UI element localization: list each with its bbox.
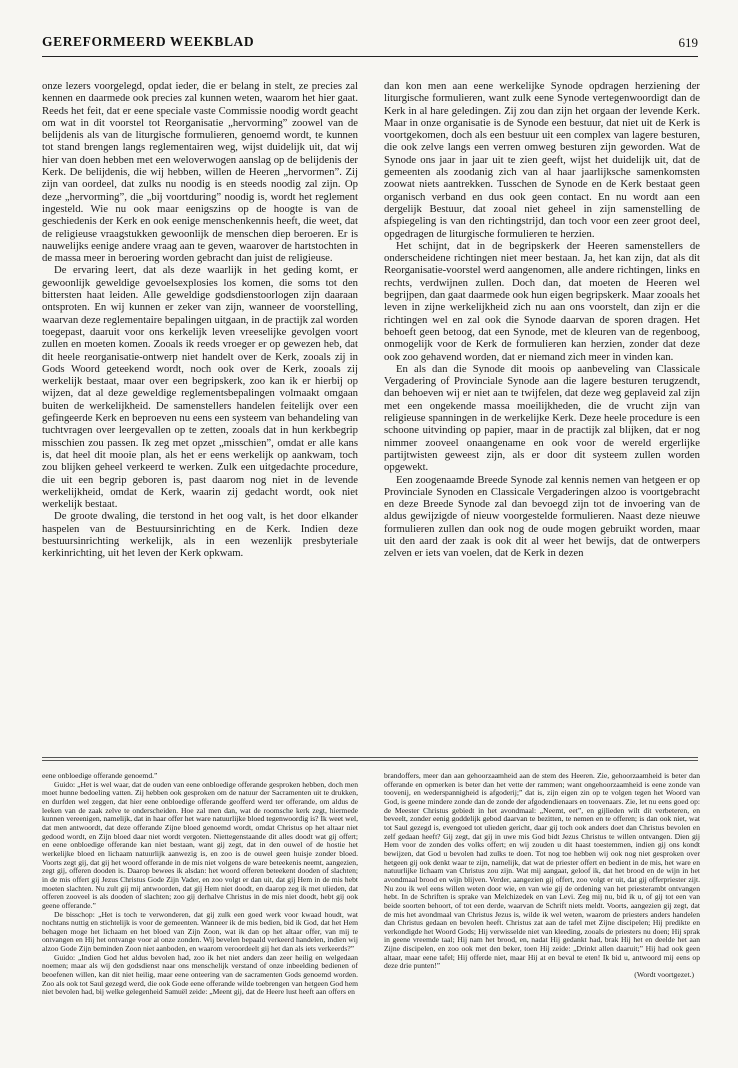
page-number: 619 [678, 35, 698, 50]
page-header [42, 34, 698, 54]
article-paragraph: De groote dwaling, die terstond in het oog valt, is het door elkander haspelen van de Bestuursinrichting en de Kerk. Indien deze bestuursinrichting werkelijk, als in een wezenlijk presbyteriale kerkinrichting, uit het leven der Kerk opkwam. [42, 510, 358, 560]
serial-paragraph: eene onbloedige offerande genoemd.” [42, 772, 158, 780]
serial-paragraph: Guido: „Indien God het aldus bevolen had, zoo ik het niet anders dan zeer heilig en welgedaan noemen; maar als wij den godsdienst naar ons menschelijk verstand of onze inbeelding bedienen of beoefenen willen, kan dit niet heilig, maar eene onteering van de sacramenten Gods genoemd worden. Zoo als ook tot Saul gezegd werd, die ook Gode eene offerande wilde toebrengen van hetgeen God hem niet bevolen had, bij welke gelegenheid Samuël zeide: „Meent gij, dat de Heere lust heeft aan offers en [42, 952, 358, 997]
article-paragraph: Het schijnt, dat in de begripskerk der Heeren samenstellers de onderscheidene richtingen niet meer bestaan. Ja, het kan zijn, dat als dit Reorganisatie-voorstel werd aangenomen, alle andere richtingen, links en rechts, verdwijnen zullen. Doch dan, dat moeten de Heeren wel begrijpen, dan gaat daarmede ook hun eigen begripskerk. Maar zooals het leven in zijne werkelijkheid zich nu aan ons voorstelt, dan zijn er die richtingen wel en zal ook die Synode daarvan de sporen dragen. Het behoeft geen betoog, dat een Synode, met de kleuren van de regenboog, onmogelijk voor de Kerk de formulieren kan herzien, zonder dat deze ook zoo gehavend worden, dat er niemand zich meer in vinden kan. [384, 239, 700, 363]
article-paragraph: Een zoogenaamde Breede Synode zal kennis nemen van hetgeen er op Provinciale Synoden en Classicale Vergaderingen alzoo is voortgebracht en deze Breede Synode zal dan bevoegd zijn tot de invoering van de aldus gewijzigde of nieuw voorgestelde formulieren. Naast deze nieuwe formulieren zullen dan ook nog de oude mogen gebruikt worden, maar uit den aard der zaak is ook dit al weer het bewijs, dat de ontwerpers zelven er iets van voelen, dat de Kerk in dezen [384, 473, 700, 560]
section-divider [42, 757, 698, 758]
serial-right-column [384, 772, 700, 1052]
continued-notice: (Wordt voortgezet.) [634, 970, 694, 980]
header-divider [42, 56, 698, 57]
article-right-column [384, 80, 700, 750]
serial-paragraph: Guido: „Het is wel waar, dat de ouden van eene onbloedige offerande gesproken hebben, doch men moet hunne bedoeling vatten. Zij hebben ook gesproken om de natuur der Sacramenten uit te drukken, en durfden wel zeggen, dat hier eene onbloedige offerande geofferd werd ter offerande, om aldus de leeken van de zaak zelve te onderscheiden. Hoe zal men dan, wat de roomsche kerk zegt, hiermede kunnen vereenigen, namelijk, dat in haar offer het ware natuurlijke bloed tegenwoordig is? Ik weet wel, dat men antwoordt, dat deze offerande Zijne bloed genoemd wordt, omdat Christus op het altaar niet gedood wordt, en Zijn bloed daar niet wordt vergoten. Niettegenstaande dit alles doodt wat gij offert; en eene onbloedige offerande kan niet bestaan, want gij zegt, dat in den ouwel of de hostie het werkelijke bloed en lichaam natuurlijk aanwezig is, en zoo is de ouwel geen huisje zonder bloed. Voorts zegt gij, dat gij het woord offerande in de mis niet volgens de ware beteekenis neemt, aangezien, zegt gij, offeren dooden is. Daarop bewees ik alsdan: het woord offeren beteekent dooden of slachten; in de mis offert gij Jezus Christus Gode Zijn Vader, en zoo volgt er dan uit, dat gij Hem in de mis hebt moeten slachten. Nu zult gij mij antwoorden, dat gij Hem niet doodt, en daarop zeg ik met ulieden, dat offeren zooveel is als dooden of slachten; zoo gij derhalve Christus in de mis niet doodt, hebt gij ook geene offerande.” [42, 779, 358, 910]
article-paragraph: De ervaring leert, dat als deze waarlijk in het geding komt, er gewoonlijk geweldige gevoelsexplosies los komen, die soms tot den bittersten haat leiden. Alle geweldige godsdienstoorlogen zijn daaraan ontsproten. En wij kunnen er zeker van zijn, wanneer de voorstelling, waarvan deze reglementaire bepalingen uitgaan, in de practijk zal worden toegepast, daaruit voor ons kerkelijk leven vreeselijke gevolgen voort zullen en moeten komen. Zooals ik reeds vroeger er op gewezen heb, dat dit heele reorganisatie-ontwerp niet handelt over de Kerk, zooals zij in Gods Woord geteekend wordt, noch ook over de Kerk, zooals zij werkelijk bestaat, maar over een begripskerk, zoo kan ik er hierbij op wijzen, dat al deze geweldige reglementsbepalingen volmaakt omgaan buiten de werkelijkheid. De samenstellers handelen feitelijk over een gefingeerde Kerk en beproeven nu eens een systeem van behandeling van tuchtvragen over leergevallen op te zetten, zooals dat in hun kerkbegrip misschien zou passen. Ik zeg met opzet „misschien”, omdat er alle kans is, dat heel dit mooie plan, als het er eens werkelijk op aankwam, toch zou blijken geheel verkeerd te werken. Zulk een uitgedachte procedure, die uit een begrip geboren is, past daarom nog niet in de levende werkelijkheid, omdat de Kerk, waarin zij gedacht wordt, ook niet werkelijk bestaat. [42, 264, 358, 511]
publication-title: GEREFORMEERD WEEKBLAD [42, 34, 255, 49]
article-paragraph: En als dan die Synode dit moois op aanbeveling van Classicale Vergadering of Provinciale Synode aan die lagere besturen terugzendt, dan behoeven wij er niet aan te twijfelen, dat deze weg geplaveid zal zijn met een ongekende massa moeilijkheden, die de vrucht zijn van religieuse spanningen in de werkelijke Kerk. Deze heele procedure is een schoone uitvinding op papier, maar in de practijk zal blijken, dat er nog nimmer zooveel onaangename en ook voor de wereld ergerlijke partijtwisten geweest zijn, als er door dit systeem zullen worden opgewekt. [384, 362, 700, 474]
article-paragraph: dan kon men aan eene werkelijke Synode opdragen herziening der liturgische formulieren, want zulk eene Synode vertegenwoordigt dan de Kerk in al hare geledingen. Zij zou dan zijn het orgaan der levende Kerk. Maar in onze organisatie is de Synode een bestuur, dat niet uit de Kerk is voortgekomen, doch als een bestuur uit een complex van lagere besturen, die ook zelve langs een verren omweg besturen zijn geworden. Wat de Synode ons jaar in jaar uit te zien geeft, wijst het duidelijk uit, dat de gemeenten als zoodanig zich van al haar jaarlijksche samenkomsten zoowat niets aantrekken. Tusschen de Synode en de Kerk bestaat geen organisch verband en dus ook geen contact. En nu wordt aan een dergelijk Bestuur, dat zooal niet geheel in zijn samenstelling de afspiegeling is van den richtingstrijd, dan toch voor een zeer groot deel, opgedragen de liturgische formulieren te herzien. [384, 80, 700, 240]
article-paragraph: onze lezers voorgelegd, opdat ieder, die er belang in stelt, ze precies zal kennen en daarmede ook precies zal kunnen weten, waarom het hier gaat. Reeds het feit, dat er eene speciale vaste Commissie noodig wordt geacht om wat in dit voorstel tot Reorganisatie „hervorming” zoowel van de belijdenis als van de liturgische formulieren, genoemd wordt, te kunnen tot stand brengen langs reglementairen weg, wijst duidelijk uit, dat wij hier van doen hebben met een weloverwogen aanslag op de belijdenis der Kerk. De belijdenis, die wij hebben, willen de Heeren „hervormen”. Zij zijn van oordeel, dat zulks nu noodig is en steeds noodig zal zijn. Op deze „hervorming”, die „bij voortduring” noodig is, wordt het reglement ingesteld. Wie nu ook maar eenigszins op de hoogte is van de geschiedenis der Kerk en ook eenige menschenkennis heeft, die weet, dat de religieuse vraagstukken gewoonlijk de menschen diep beroeren. Er is nauwelijks eenige andere vraag aan te geven, waarover de hartstochten in de massa meer in beroering worden gebracht dan juist de religieuse. [42, 80, 358, 265]
article-left-column [42, 80, 358, 750]
serial-left-column [42, 772, 358, 1052]
section-divider-secondary [42, 760, 698, 761]
serial-paragraph: De bisschop: „Het is toch te verwonderen, dat gij zulk een goed werk voor kwaad houdt, wat nochtans nuttig en stichtelijk is voor de gemeenten. Wanneer ik de mis bedien, bid ik God, dat het Hem behagen moge het lichaam en het bloed van Zijn Zoon, wat ik dan op het altaar offer, van mij te ontvangen en Hij het ontvange voor al onze zonden. Wij bevelen bepaald verkeerd handelen, indien wij alzoo Gode Zijn beminden Zoon niet aanboden, en waarom veroordeelt gij het dan als iets verkeerds?” [42, 909, 358, 954]
serial-paragraph: brandoffers, meer dan aan gehoorzaamheid aan de stem des Heeren. Zie, gehoorzaamheid is beter dan offerande en opmerken is beter dan het vette der rammen; want ongehoorzaamheid is eene zonde van toovenij, en wederspannigheid is afgoderij;” dat is, zijn eigen zin op te volgen tegen het Woord van God, is geene mindere zonde dan de zonde der afgodendienaars en toovenaars. Zie, let nu eens goed op: de Meester Christus gebiedt in het avondmaal: „Neemt, eet”, en gijlieden wilt dit verbeteren, en beveelt, zonder eenig goddelijk gebod daarvan te bezitten, te nemen en te offeren; is dan ook niet, wat tot Saul gezegd is, evengoed tot ulieden gericht, daar gij toch ook anders doet dan Christus bevolen en zelf gedaan heeft? Gij zegt, dat gij in uwe mis God bidt Jezus Christus te willen ontvangen. Dien gij Hem voor de zonden des volks offert; en wij zouden u dit haast toestemmen, indien gij ons kondt bewijzen, dat God u bevolen had zulks te doen. Tot nog toe hebben wij ook nog niet gesproken over hetgeen gij ook denkt waar te zijn, namelijk, dat wat de priester offert en bedient in de mis, het ware en natuurlijke lichaam van Christus zou zijn. Wat mij aangaat, geloof ik, dat het brood en de wijn in het avondmaal brood en wijn blijven. Verder, aangezien gij offert, zoo volgt er uit, dat gij offerpriester zijt. Nu zou ik wel eens willen weten door wie, en van wie gij de ordening van het priesterambt ontvangen hebt. In de Schriften is sprake van Melchizedek en van Levi. Zeg mij nu, bid ik u, of gij tot een van beide soorten behoort, of tot een derde, waarvan de Schrift niets meldt. Voorts, aangezien gij zegt, dat de mis het avondmaal van Christus Jezus is, wilde ik wel weten, waarom de priesters anders handelen dan Christus gedaan en bevolen heeft. Christus zat aan de tafel met Zijne discipelen; Hij predikte en verkondigde het Woord Gods; Hij verwisselde niet van kleeding, zooals de priesters nu doen; Hij sprak in geene vreemde taal; Hij nam het brood, en, nadat Hij gedankt had, brak Hij het en deelde het aan Zijne discipelen, en zoo ook met den beker, toen Hij zeide: „Drinkt allen daaruit;” Hij had ook geen altaar, maar eene tafel; Hij offerde niet, maar Hij at en beval te eten! Ik bid u, antwoord mij eens op deze drie punten!” [384, 772, 700, 971]
